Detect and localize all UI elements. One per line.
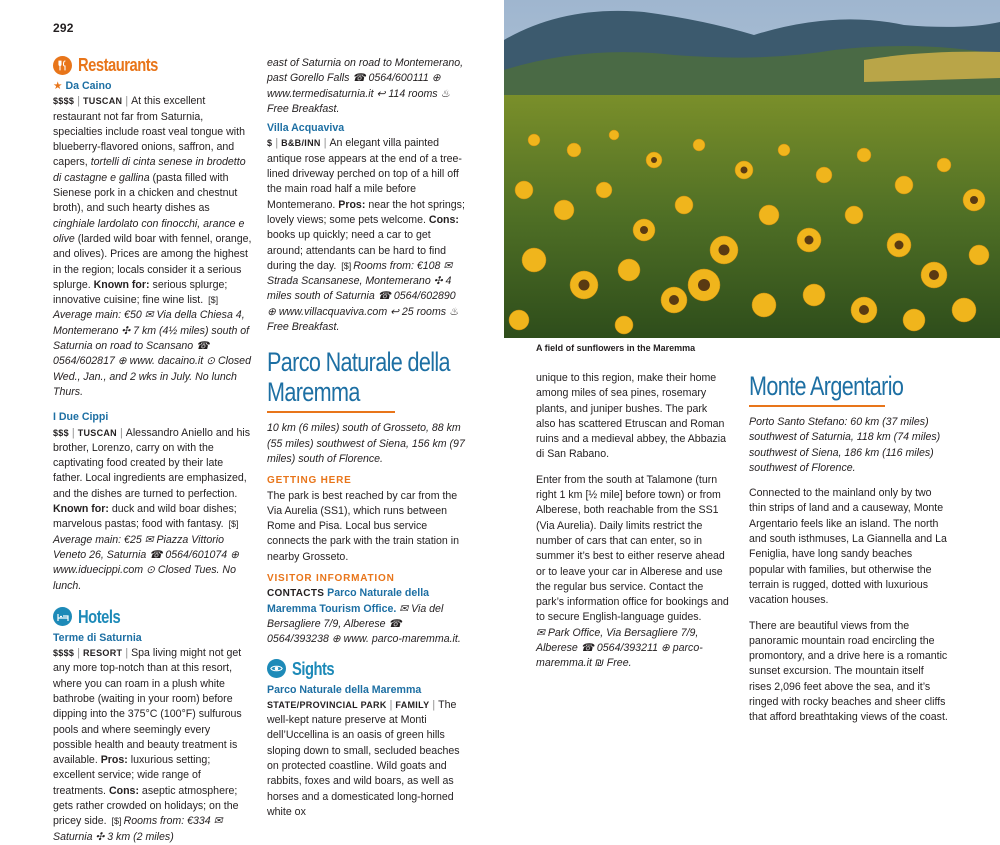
- sight-desc-2: Enter from the south at Talamone (turn right 1 km [½ mile] before town) or from Alberese, both reachable from the SS1 (Via Aurelia). Daily limits restrict the number of cars that can enter, so in summer it’s best to either reserve ahead or to leave your car in Alberese and use the regular bus service. Contact the park’s information office for bookings and to secure English-language guides.: [536, 473, 729, 624]
- listing-details: Rooms from: €108 ✉ Strada Scansanese, Montemerano ✣ 4 miles south of Saturnia ☎ 0564/602890 ⊕ www.villacquaviva.com ↩ 25 rooms ♨ Free Breakfast.: [267, 259, 459, 334]
- page-number: 292: [53, 21, 74, 35]
- bed-icon: [53, 607, 72, 626]
- listing-details: Average main: €25 ✉ Piazza Vittorio Veneto 26, Saturnia ☎ 0564/601074 ⊕ www.iduecippi.com ⊙ Closed Tues. No lunch.: [53, 533, 240, 592]
- sunflower-photo: [504, 0, 1000, 338]
- price-icon: [$]: [341, 260, 352, 271]
- listing-name: I Due Cippi: [53, 411, 109, 424]
- visitor-info-label: VISITOR INFORMATION: [267, 573, 395, 585]
- hotels-section-header: [53, 606, 252, 628]
- restaurants-section-header: [53, 54, 252, 76]
- column-2: [267, 56, 466, 820]
- listing-details: Average main: €50 ✉ Via della Chiesa 4, Montemerano ✣ 7 km (4½ miles) south of Saturnia on road to Scansano ☎ 0564/602817 ⊕ www. dacaino.it ⊙ Closed Wed., Jan., and 2 wks in July. No lunch Thurs.: [53, 309, 251, 398]
- listing-villa-acquaviva: Villa Acquaviva $ | B&B/INN | An elegant villa painted antique rose appears at the end of a tree-lined driveway perched on top of a hill off the main road half a mile before Montemerano. Pros: near the hot springs; lovely views; some pets welcome. Cons: books up quickly; need a car to get around; attendants can be hard to find during the day. [$] Rooms from: €108 ✉ Strada Scansanese, Montemerano ✣ 4 miles south of Saturnia ☎ 0564/602890 ⊕ www.villacquaviva.com ↩ 25 rooms ♨ Free Breakfast.: [267, 122, 465, 334]
- listing-name: Terme di Saturnia: [53, 631, 142, 644]
- contacts-name: Parco Naturale della Maremma Tourism Office.: [267, 587, 430, 615]
- price-icon: [$]: [111, 816, 122, 827]
- price-icon: [$]: [208, 295, 219, 306]
- parco-distance: 10 km (6 miles) south of Grosseto, 88 km (55 miles) southwest of Siena, 156 km (97 miles) south of Florence.: [267, 422, 465, 465]
- listing-details-continued: east of Saturnia on road to Montemerano, past Gorello Falls ☎ 0564/600111 ⊕ www.termedisaturnia.it ↩ 114 rooms ♨ Free Breakfast.: [267, 57, 464, 115]
- parco-heading: Parco Naturale della Maremma: [267, 347, 450, 408]
- price-icon: [$]: [228, 519, 239, 530]
- argentario-p1: Connected to the mainland only by two thin strips of land and a causeway, Monte Argentario feels like an island. The north and south isthmuses, La Giannella and La Feniglia, have long sandy beaches popular with families, but otherwise the terrain is rugged, dotted with luxurious vacation houses.: [749, 487, 947, 607]
- star-icon: ★: [53, 80, 63, 92]
- photo-caption: A field of sunflowers in the Maremma: [536, 343, 696, 353]
- listing-parco-sight: Parco Naturale della Maremma STATE/PROVINCIAL PARK | FAMILY | The well-kept nature preserve at Monti dell’Uccellina is an oasis of green hills sloping down to small, secluded beaches on protected coastline. Wild goats and rabbits, foxes and wild boars, as well as horses and a domesticated long-horned white ox: [267, 683, 460, 818]
- argentario-distance: Porto Santo Stefano: 60 km (37 miles) southwest of Saturnia, 118 km (74 miles) southwest of Siena, 186 km (116 miles) southwest of Florence.: [749, 416, 941, 474]
- column-4: [749, 371, 948, 726]
- heading-rule: [267, 411, 395, 413]
- getting-here-label: GETTING HERE: [267, 475, 352, 487]
- getting-here-text: The park is best reached by car from the Via Aurelia (SS1), which runs between Rome and Pisa. Local bus service connects the park with the train station in nearby Grosseto.: [267, 489, 459, 563]
- contacts-details: ✉ Via del Bersagliere 7/9, Alberese ☎ 0564/393238 ⊕ www. parco-maremma.it.: [267, 602, 461, 646]
- listing-details: Rooms from: €334 ✉ Saturnia ✣ 3 km (2 miles): [53, 815, 223, 843]
- listing-name: Villa Acquaviva: [267, 122, 345, 135]
- sights-section-header: [267, 658, 466, 680]
- sight-desc-continued: unique to this region, make their home among miles of sea pines, rosemary plants, and juniper bushes. The park also has scattered Etruscan and Roman ruins and a medieval abbey, the Abbazia di San Rabano.: [536, 372, 727, 461]
- sights-heading: Sights: [292, 658, 335, 679]
- column-1: [53, 55, 252, 845]
- listing-terme-di-saturnia: Terme di Saturnia $$$$ | RESORT | Spa living might not get any more top-notch than at this resort, where you can roam in a plush white bathrobe (waiting in your room) before dipping into the 375°C (100°F) sulfurous pools and where seemingly every possible health and beauty treatment is available. Pros: luxurious setting; excellent service; wide range of treatments. Cons: aseptic atmosphere; gets rather crowded on holidays; on the pricey side. [$] Rooms from: €334 ✉ Saturnia ✣ 3 km (2 miles): [53, 631, 242, 843]
- eye-icon: [267, 659, 286, 678]
- argentario-p2: There are beautiful views from the panoramic mountain road encircling the promontory, and a drive here is a romantic sunset excursion. The mountain itself rises 2,096 feet above the sea, and it’s ringed with rocky beaches and sheer cliffs that afford breathtaking views of the coast.: [749, 619, 948, 724]
- argentario-heading: Monte Argentario: [749, 371, 904, 401]
- listing-i-due-cippi: I Due Cippi $$$ | TUSCAN | Alessandro Aniello and his brother, Lorenzo, carry on with the captivating food created by their late father. Local ingredients are emphasized, and the dishes are turned to perfection. Known for: duck and wild boar dishes; marvelous pastas; food with fantasy. [$]Average main: €25 ✉ Piazza Vittorio Veneto 26, Saturnia ☎ 0564/601074 ⊕ www.iduecippi.com ⊙ Closed Tues. No lunch.: [53, 411, 251, 592]
- listing-da-caino: ★ Da Caino $$$$ | TUSCAN | At this excellent restaurant not far from Saturnia, specialties include roast veal tongue with blueberry-flavored onions, saffron, and capers, tortelli di cinta senese in brodetto di castagne e gallina (pasta filled with Sienese pork in a chicken and chestnut broth), and such hearty dishes as cinghiale lardolato con finocchi, arance e olive (larded wild boar with fennel, orange, and olives). Prices are among the highest in the region; locals consider it a serious splurge. Known for: serious splurge; innovative cuisine; fine wine list. [$]Average main: €50 ✉ Via della Chiesa 4, Montemerano ✣ 7 km (4½ miles) south of Saturnia on road to Scansano ☎ 0564/602817 ⊕ www. dacaino.it ⊙ Closed Wed., Jan., and 2 wks in July. No lunch Thurs.: [53, 80, 252, 398]
- column-3: [536, 371, 729, 672]
- listing-name: Parco Naturale della Maremma: [267, 683, 422, 696]
- hotels-heading: Hotels: [78, 606, 121, 627]
- parco-section: Parco Naturale della Maremma 10 km (6 miles) south of Grosseto, 88 km (55 miles) southwest of Siena, 156 km (97 miles) south of Florence. GETTING HERE The park is best reached by car from the Via Aurelia (SS1), which runs between Rome and Pisa. Local bus service connects the park with the train station in nearby Grosseto. VISITOR INFORMATION CONTACTS Parco Naturale della Maremma Tourism Office. ✉ Via del Bersagliere 7/9, Alberese ☎ 0564/393238 ⊕ www. parco-maremma.it.: [267, 347, 466, 647]
- heading-rule: [749, 405, 885, 407]
- fork-knife-icon: [53, 56, 72, 75]
- restaurants-heading: Restaurants: [78, 55, 158, 75]
- listing-name: Da Caino: [65, 80, 112, 92]
- sight-details: ✉ Park Office, Via Bersagliere 7/9, Alberese ☎ 0564/393211 ⊕ parco-maremma.it ₪ Free.: [536, 626, 703, 670]
